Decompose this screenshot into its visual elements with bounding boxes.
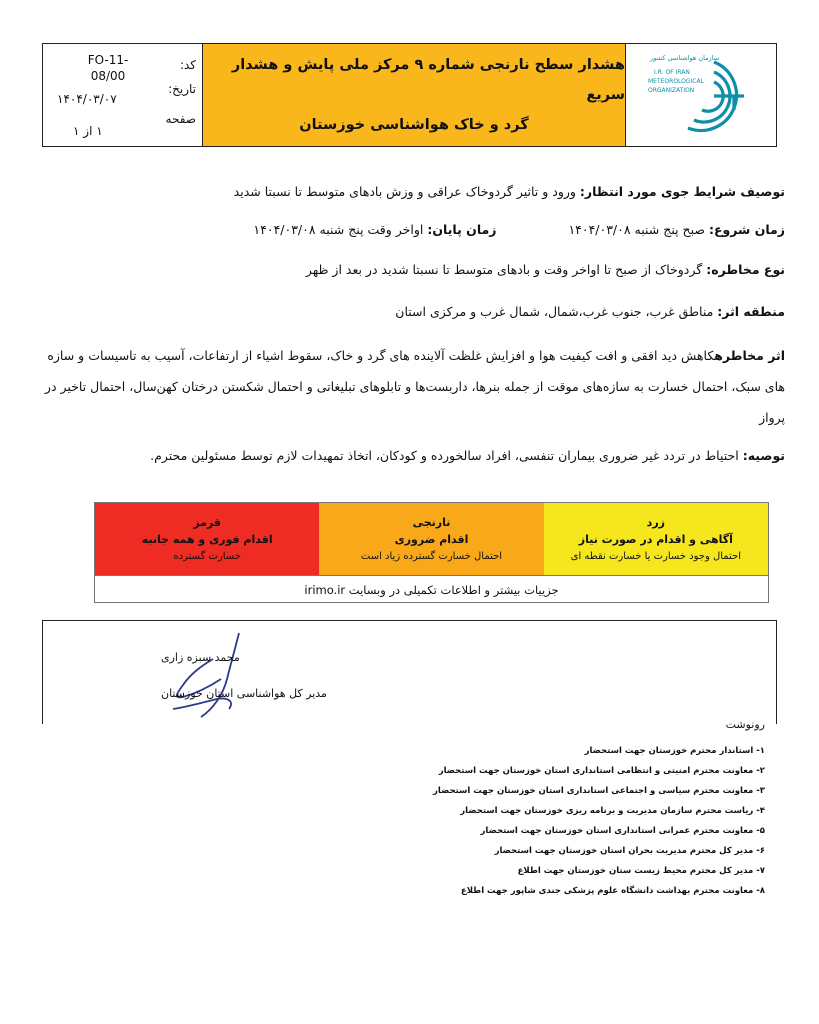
document-title xyxy=(203,44,626,146)
end-label: زمان پایان: xyxy=(427,222,497,237)
level-orange-title: نارنجی xyxy=(412,515,451,529)
hazard-label: نوع مخاطره: xyxy=(706,262,785,277)
title-line-2: گرد و خاک هواشناسی خوزستان xyxy=(299,117,529,133)
impact-label: اثر مخاطره xyxy=(714,348,785,363)
cc-item: ۶- مدیر کل محترم مدیریت بحران استان خوزستان جهت استحضار xyxy=(494,846,765,856)
logo-en-line-3: ORGANIZATION xyxy=(648,87,695,94)
cc-item: ۵- معاونت محترم عمرانی استانداری استان خوزستان جهت استحضار xyxy=(480,826,765,836)
signature-mark xyxy=(143,629,263,725)
title-line-1: هشدار سطح نارنجی شماره ۹ مرکز ملی پایش و هشدار سریع xyxy=(231,57,625,103)
document-meta xyxy=(43,44,203,146)
code-value: FO-11-08/00 xyxy=(87,53,129,83)
level-red-subtitle: اقدام فوری و همه جانبه xyxy=(141,532,273,546)
forecast-text: ورود و تاثیر گردوخاک عراقی و وزش بادهای متوسط تا نسبتا شدید xyxy=(233,184,580,199)
advice-label: توصیه: xyxy=(742,448,785,463)
logo-cell xyxy=(626,44,776,146)
hazard-paragraph xyxy=(40,256,785,284)
advice-paragraph xyxy=(40,442,785,470)
signatory-title: مدیر کل هواشناسی استان خوزستان xyxy=(161,687,327,700)
cc-item: ۴- ریاست محترم سازمان مدیریت و برنامه ریزی خوزستان جهت استحضار xyxy=(460,806,765,816)
level-yellow-subtitle: آگاهی و اقدام در صورت نیاز xyxy=(578,532,733,546)
level-red-title: قرمز xyxy=(193,515,222,529)
cc-item: ۲- معاونت محترم امنیتی و انتظامی استانداری استان خوزستان جهت استحضار xyxy=(438,766,765,776)
levels-footer: جزییات بیشتر و اطلاعات تکمیلی در وبسایت irimo.ir xyxy=(95,575,768,603)
page-value: ۱ از ۱ xyxy=(73,124,103,138)
cc-item: ۳- معاونت محترم سیاسی و اجتماعی استانداری استان خوزستان جهت استحضار xyxy=(432,786,765,796)
level-orange xyxy=(319,503,543,575)
level-yellow-desc: احتمال وجود خسارت یا خسارت نقطه ای xyxy=(570,550,742,562)
cc-item: ۷- مدیر کل محترم محیط زیست ستان خوزستان جهت اطلاع xyxy=(517,866,765,876)
cc-item: ۸- معاونت محترم بهداشت دانشگاه علوم پزشکی جندی شاپور جهت اطلاع xyxy=(460,886,765,896)
code-label: کد: xyxy=(179,58,196,72)
signature-box xyxy=(42,620,777,724)
area-label: منطقه اثر: xyxy=(717,304,785,319)
signatory-name: محمد سبزه زاری xyxy=(161,651,240,664)
logo-en-line-2: METEOROLOGICAL xyxy=(648,78,704,85)
date-value: ۱۴۰۴/۰۳/۰۷ xyxy=(57,92,117,106)
hazard-text: گردوخاک از صبح تا اواخر وقت و بادهای متوسط تا نسبتا شدید در بعد از ظهر xyxy=(305,262,707,277)
impact-paragraph xyxy=(40,340,785,433)
warning-levels-table xyxy=(94,502,769,603)
forecast-paragraph xyxy=(40,178,785,206)
start-label: زمان شروع: xyxy=(708,222,785,237)
cc-item: ۱- استاندار محترم خوزستان جهت استحضار xyxy=(584,746,765,756)
level-orange-subtitle: اقدام ضروری xyxy=(394,532,469,546)
area-paragraph xyxy=(40,298,785,326)
area-text: مناطق غرب، جنوب غرب،شمال، شمال غرب و مرکزی استان xyxy=(395,304,718,319)
level-red xyxy=(95,503,319,575)
impact-text: کاهش دید افقی و افت کیفیت هوا و افزایش غلظت آلاینده های گرد و خاک، سقوط اشیاء از ارتفاعات، آسیب به تاسیسات و سازه های سبک، احتمال خسارت به سازه‌های موقت از جمله بنرها، داربست‌ها و تابلوهای تبلیغاتی و احتمال شکستن درختان کهن‌سال، احتمال تاخیر در پرواز xyxy=(44,348,785,425)
level-orange-desc: احتمال خسارت گسترده زیاد است xyxy=(360,550,503,562)
date-label: تاریخ: xyxy=(168,82,196,96)
advice-text: احتیاط در تردد غیر ضروری بیماران تنفسی، افراد سالخورده و کودکان، اتخاذ تمهیدات لازم توسط مسئولین محترم. xyxy=(150,448,743,463)
cc-title: رونوشت xyxy=(725,718,765,731)
logo-fa-text: سازمان هواشناسی کشور xyxy=(650,54,720,62)
level-yellow xyxy=(544,503,768,575)
level-yellow-title: زرد xyxy=(646,515,665,529)
start-text: صبح پنج شنبه ۱۴۰۴/۰۳/۰۸ xyxy=(568,222,709,237)
time-paragraph xyxy=(40,216,785,244)
forecast-label: توصیف شرایط جوی مورد انتظار: xyxy=(579,184,785,199)
level-red-desc: خسارت گسترده xyxy=(173,550,241,562)
page-label: صفحه xyxy=(165,112,196,126)
document-header xyxy=(42,43,777,147)
logo-en-line-1: I.R. OF IRAN xyxy=(654,69,690,76)
end-text: اواخر وقت پنج شنبه ۱۴۰۴/۰۳/۰۸ xyxy=(253,222,428,237)
meteorological-organization-logo xyxy=(648,50,760,144)
